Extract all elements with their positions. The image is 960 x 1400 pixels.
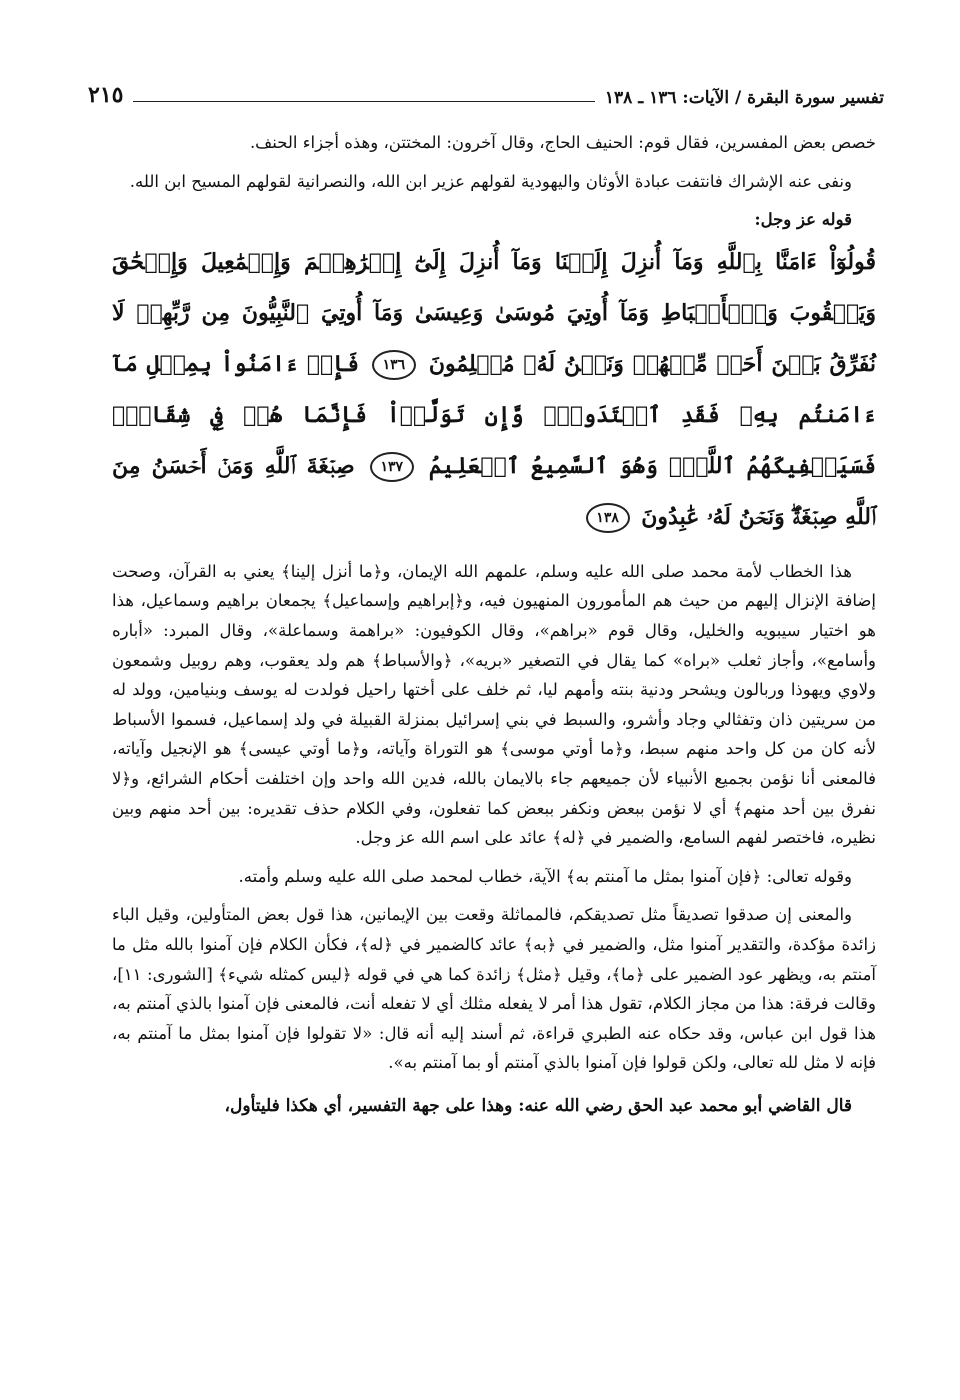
ayah-number-marker: ١٣٦	[372, 350, 416, 380]
page-number: ٢١٥	[88, 82, 124, 108]
paragraph-negation-shirk: ونفى عنه الإشراك فانتفت عبادة الأوثان واليهودية لقولهم عزير ابن الله، والنصرانية لقولهم المسيح ابن الله.	[129, 171, 852, 191]
verse-137-text: فَإِنۡ ءَامَنُواْ بِمِثۡلِ مَآ ءَامَنتُم بِهِۦ فَقَدِ ٱهۡتَدَواْۖ وَّإِن تَوَلَّوۡاْ فَإِنَّمَا هُمۡ فِي شِقَاقٖۖ فَسَيَكۡفِيكَهُمُ ٱللَّهُۚ وَهُوَ ٱلسَّمِيعُ ٱلۡعَلِيمُ	[112, 350, 876, 479]
header-rule	[133, 101, 594, 102]
paragraph-verse-137-intro: وقوله تعالى: ﴿فإن آمنوا بمثل ما آمنتم به﴾ الآية، خطاب لمحمد صلى الله عليه وسلم وأمته.	[238, 866, 852, 886]
page-content	[112, 128, 876, 1130]
quran-verse-block	[112, 237, 876, 543]
ayah-number-marker: ١٣٧	[370, 452, 414, 482]
paragraph-hanif-definition: خصص بعض المفسرين، فقال قوم: الحنيف الحاج، وقال آخرون: المختتن، وهذه أجزاء الحنف.	[249, 133, 876, 152]
ayah-number-marker: ١٣٨	[586, 503, 630, 533]
paragraph-meaning-explanation: والمعنى إن صدقوا تصديقاً مثل تصديقكم، فالمماثلة وقعت بين الإيمانين، هذا قول بعض المتأولين، وقيل الباء زائدة مؤكدة، والتقدير آمنوا مثل، والضمير في ﴿به﴾ عائد كالضمير في ﴿له﴾، فكأن الكلام فإن آمنوا بالله مثل ما آمنتم به، ويظهر عود الضمير على ﴿ما﴾، وقيل ﴿مثل﴾ زائدة كما هي في قوله ﴿ليس كمثله شيء﴾ [الشورى: ١١]، وقالت فرقة: هذا من مجاز الكلام، تقول هذا أمر لا يفعله مثلك أي لا تفعله أنت، فالمعنى فإن آمنوا بالذي آمنتم به، هذا قول ابن عباس، وقد حكاه عنه الطبري قراءة، ثم أسند إليه أنه قال: «لا تقولوا فإن آمنوا بمثل ما آمنتم به، فإنه لا مثل لله تعالى، ولكن قولوا فإن آمنوا بالذي آمنتم أو بما آمنتم به».	[112, 905, 876, 1073]
paragraph-commentary-main: هذا الخطاب لأمة محمد صلى الله عليه وسلم، علمهم الله الإيمان، و﴿ما أنزل إلينا﴾ يعني به القرآن، وصحت إضافة الإنزال إليهم من حيث هم المأمورون المنهيون فيه، و﴿إبراهيم وإسماعيل﴾ يجمعان براهيم وسماعيل، هذا هو اختيار سيبويه والخليل، وقال قوم «براهم»، وقال الكوفيون: «براهمة وسماعلة»، وقال المبرد: «أباره وأسامع»، وأجاز ثعلب «براه» كما يقال في التصغير «بريه»، ﴿والأسباط﴾ هم ولد يعقوب، وهم روبيل وشمعون ولاوي ويهوذا وربالون ويشحر ودنية بنته وأمهم ليا، ثم خلف على أختها راحيل فولدت له يوسف وبنيامين، وولد له من سريتين ذان وتفثالي وجاد وأشرو، والسبط في بني إسرائيل بمنزلة القبيلة في ولد إسماعيل، فسموا الأسباط لأنه كان من كل واحد منهم سبط، و﴿ما أوتي موسى﴾ هو التوراة وآياته، و﴿ما أوتي عيسى﴾ هو الإنجيل وآياته، فالمعنى أنا نؤمن بجميع الأنبياء لأن جميعهم جاء بالايمان بالله، فدين الله واحد وإن اختلفت أحكام الشرائع، و﴿لا نفرق بين أحد منهم﴾ أي لا نؤمن ببعض ونكفر ببعض كما تفعلون، وفي الكلام حذف تقديره: بين أحد منهم وبين نظيره، فاختصر لفهم السامع، والضمير في ﴿له﴾ عائد على اسم الله عز وجل.	[112, 561, 876, 848]
verse-136-text: قُولُوٓاْ ءَامَنَّا بِٱللَّهِ وَمَآ أُنزِلَ إِلَيۡنَا وَمَآ أُنزِلَ إِلَىٰٓ إِبۡرَٰهِـۧمَ وَإِسۡمَٰعِيلَ وَإِسۡحَٰقَ وَيَعۡقُوبَ وَٱلۡأَسۡبَاطِ وَمَآ أُوتِيَ مُوسَىٰ وَعِيسَىٰ وَمَآ أُوتِيَ ٱلنَّبِيُّونَ مِن رَّبِّهِمۡ لَا نُفَرِّقُ بَيۡنَ أَحَدٖ مِّنۡهُمۡ وَنَحۡنُ لَهُۥ مُسۡلِمُونَ	[112, 248, 876, 377]
running-title: تفسير سورة البقرة / الآيات: ١٣٦ ـ ١٣٨	[604, 88, 884, 108]
verse-138-text: صِبۡغَةَ ٱللَّهِ وَمَنۡ أَحۡسَنُ مِنَ ٱللَّهِ صِبۡغَةٗۖ وَنَحۡنُ لَهُۥ عَٰبِدُونَ	[112, 452, 876, 530]
verse-intro-label: قوله عز وجل:	[754, 210, 852, 230]
paragraph-qadi-remark: قال القاضي أبو محمد عبد الحق رضي الله عنه: وهذا على جهة التفسير، أي هكذا فليتأول،	[224, 1095, 852, 1116]
page-header	[88, 74, 884, 108]
